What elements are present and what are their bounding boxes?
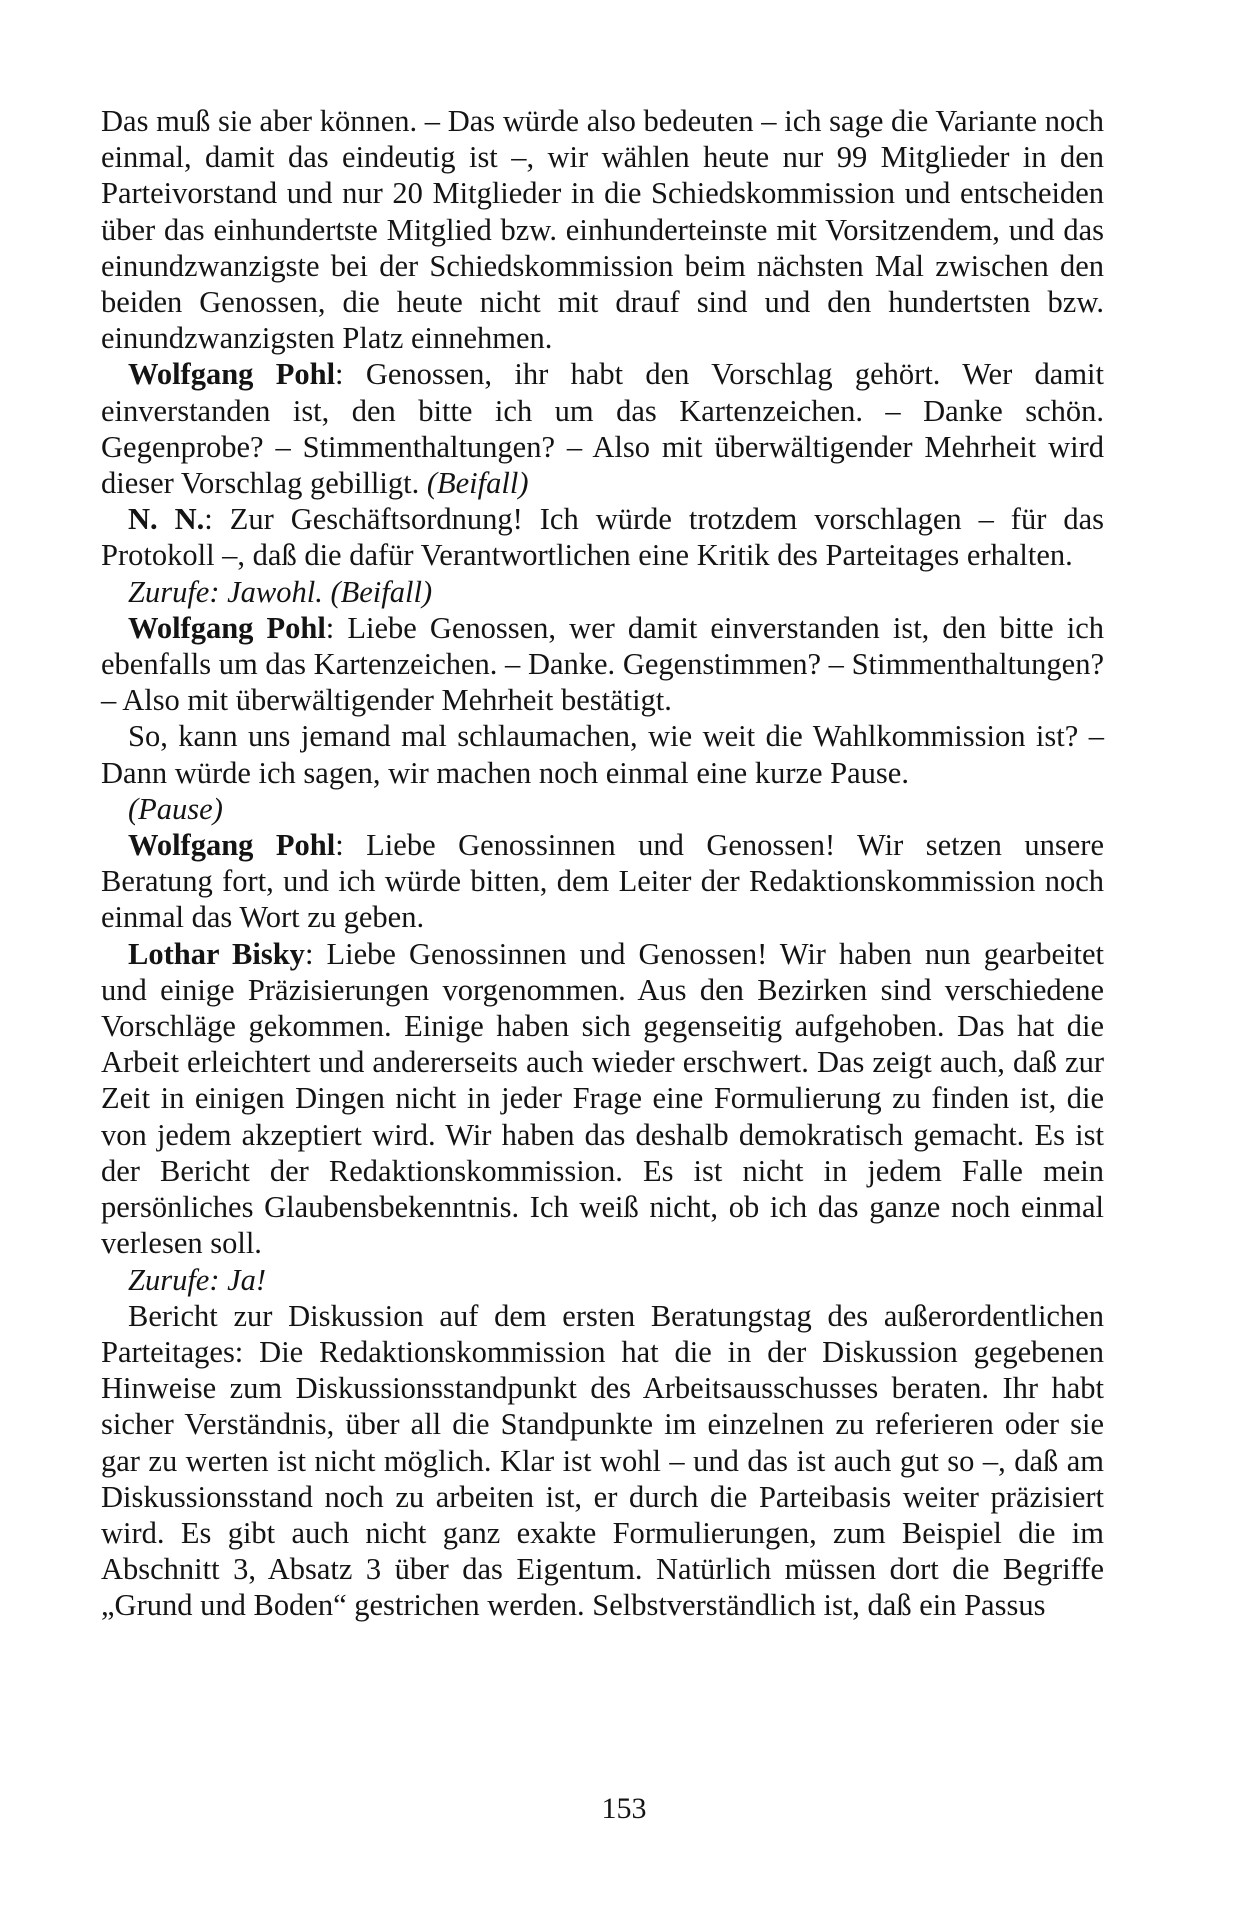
paragraph-text: : Liebe Genossen, wer damit einverstanden ist, den bitte ich ebenfalls um das Kartenzeichen. – Danke. Gegenstimmen? – Stimmenthaltungen? – Also mit überwältigender Mehrheit bestätigt. (101, 610, 1104, 718)
speaker-name: Wolfgang Pohl (128, 357, 336, 392)
paragraph-7 (101, 791, 1104, 827)
paragraph-8 (101, 827, 1104, 936)
paragraph-1 (101, 103, 1104, 356)
stage-note: (Beifall) (426, 466, 529, 501)
page-number: 153 (601, 1792, 647, 1825)
speaker-name: Wolfgang Pohl (128, 828, 336, 863)
paragraph-text: : Genossen, ihr habt den Vorschlag gehört. Wer damit einverstanden ist, den bitte ich um das Kartenzeichen. – Danke schön. Gegenprobe? – Stimmenthaltungen? – Also mit überwältigender Mehrheit wird dieser Vorschlag gebilligt. (101, 357, 1104, 501)
stage-note: Zurufe: Ja! (128, 1262, 267, 1297)
speaker-name: Lothar Bisky (128, 936, 305, 971)
paragraph-2 (101, 356, 1104, 501)
paragraph-text: : Liebe Genossinnen und Genossen! Wir haben nun gearbeitet und einige Präzisierungen vorgenommen. Aus den Bezirken sind verschiedene Vorschläge gekommen. Einige haben sich gegenseitig aufgehoben. Das hat die Arbeit erleichtert und andererseits auch wieder erschwert. Das zeigt auch, daß zur Zeit in einigen Dingen nicht in jeder Frage eine Formulierung zu finden ist, die von jedem akzeptiert wird. Wir haben das deshalb demokratisch gemacht. Es ist der Bericht der Redaktionskommission. Es ist nicht in jedem Falle mein persönliches Glaubensbekenntnis. Ich weiß nicht, ob ich das ganze noch einmal verlesen soll. (101, 936, 1104, 1261)
paragraph-6 (101, 718, 1104, 790)
paragraph-text: Bericht zur Diskussion auf dem ersten Beratungstag des außerordentlichen Parteitages: Die Redaktionskommission hat die in der Diskussion gegebenen Hinweise zum Diskussionsstandpunkt des Arbeitsausschusses beraten. Ihr habt sicher Verständnis, über all die Standpunkte im einzelnen zu referieren oder sie gar zu werten ist nicht möglich. Klar ist wohl – und das ist auch gut so –, daß am Diskussionsstand noch zu arbeiten ist, er durch die Parteibasis weiter präzisiert wird. Es gibt auch nicht ganz exakte Formulierungen, zum Beispiel die im Abschnitt 3, Absatz 3 über das Eigentum. Natürlich müssen dort die Begriffe „Grund und Boden“ gestrichen werden. Selbstverständlich ist, daß ein Passus (101, 1298, 1104, 1623)
paragraph-text: So, kann uns jemand mal schlaumachen, wie weit die Wahlkommission ist? – Dann würde ich sagen, wir machen noch einmal eine kurze Pause. (101, 719, 1104, 790)
paragraph-10 (101, 1262, 1104, 1298)
paragraph-3 (101, 501, 1104, 573)
paragraph-text: : Zur Geschäftsordnung! Ich würde trotzdem vorschlagen – für das Protokoll –, daß die dafür Verantwortlichen eine Kritik des Parteitages erhalten. (101, 502, 1104, 573)
paragraph-9 (101, 936, 1104, 1262)
paragraph-text: Das muß sie aber können. – Das würde also bedeuten – ich sage die Variante noch einmal, damit das eindeutig ist –, wir wählen heute nur 99 Mitglieder in den Parteivorstand und nur 20 Mitglieder in die Schiedskommission und entscheiden über das einhundertste Mitglied bzw. einhunderteinste mit Vorsitzendem, und das einundzwanzigste bei der Schiedskommission beim nächsten Mal zwischen den beiden Genossen, die heute nicht mit drauf sind und den hundertsten bzw. einundzwanzigsten Platz einnehmen. (101, 104, 1104, 356)
speaker-name: N. N. (128, 502, 205, 537)
paragraph-text: : Liebe Genossinnen und Genossen! Wir setzen unsere Beratung fort, und ich würde bitten, dem Leiter der Redaktionskommission noch einmal das Wort zu geben. (101, 828, 1104, 935)
speaker-name: Wolfgang Pohl (128, 610, 326, 645)
paragraph-4 (101, 574, 1104, 610)
paragraph-5 (101, 610, 1104, 719)
stage-note: Zurufe: Jawohl. (Beifall) (128, 574, 433, 609)
paragraph-11 (101, 1298, 1104, 1624)
text-column (101, 103, 1104, 1624)
stage-note: (Pause) (128, 791, 223, 826)
